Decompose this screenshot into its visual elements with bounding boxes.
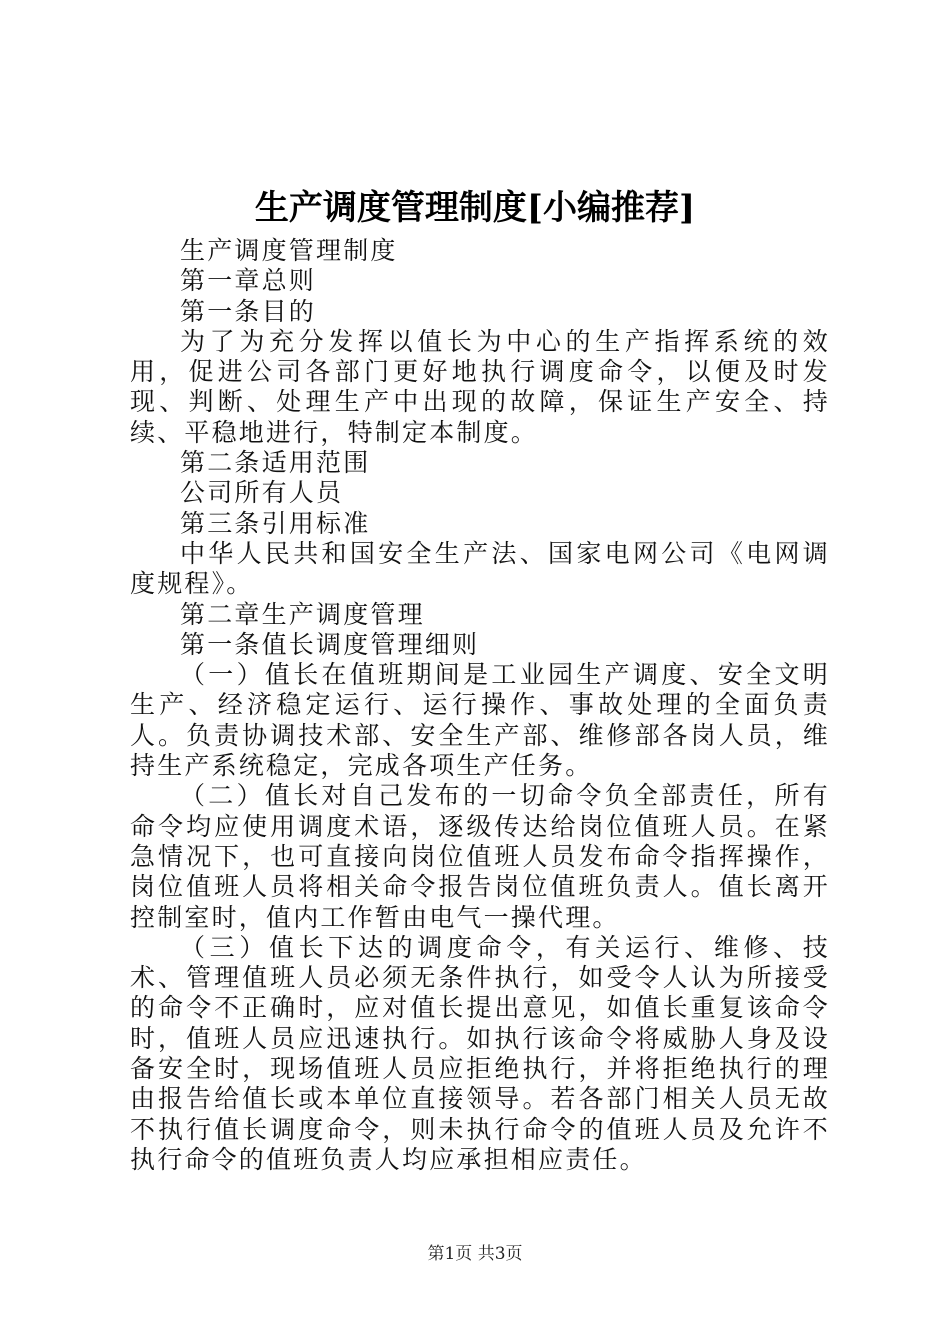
article-heading: 第三条引用标准: [180, 508, 371, 538]
page-footer: 第1页 共3页: [427, 1244, 523, 1264]
document-title: 生产调度管理制度[小编推荐]: [254, 188, 696, 228]
article-heading: 第二条适用范围: [180, 448, 371, 478]
paragraph: （二）值长对自己发布的一切命令负全部责任，所有命令均应使用调度术语，逐级传达给岗位值班人员。在紧急情况下，也可直接向岗位值班人员发布命令指挥操作，岗位值班人员将相关命令报告岗位值班负责人。值长离开控制室时，值内工作暂由电气一操代理。: [130, 781, 830, 932]
paragraph: 生产调度管理制度: [180, 236, 398, 265]
paragraph: （一）值长在值班期间是工业园生产调度、安全文明生产、经济稳定运行、运行操作、事故处理的全面负责人。负责协调技术部、安全生产部、维修部各岗人员，维持生产系统稳定，完成各项生产任务。: [130, 660, 830, 781]
chapter-heading: 第一章总则: [180, 266, 317, 296]
paragraph: （三）值长下达的调度命令，有关运行、维修、技术、管理值班人员必须无条件执行，如受令人认为所接受的命令不正确时，应对值长提出意见，如值长重复该命令时，值班人员应迅速执行。如执行该命令将威胁人身及设备安全时，现场值班人员应拒绝执行，并将拒绝执行的理由报告给值长或本单位直接领导。若各部门相关人员无故不执行值长调度命令，则未执行命令的值班人员及允许不执行命令的值班负责人均应承担相应责任。: [130, 932, 830, 1174]
paragraph: 公司所有人员: [180, 478, 344, 508]
article-heading: 第一条目的: [180, 296, 317, 326]
paragraph: 中华人民共和国安全生产法、国家电网公司《电网调度规程》。: [130, 538, 830, 599]
paragraph: 为了为充分发挥以值长为中心的生产指挥系统的效用，促进公司各部门更好地执行调度命令，以便及时发现、判断、处理生产中出现的故障，保证生产安全、持续、平稳地进行，特制定本制度。: [130, 326, 830, 447]
article-heading: 第一条值长调度管理细则: [180, 629, 480, 659]
document-body: [130, 236, 830, 1175]
chapter-heading: 第二章生产调度管理: [180, 599, 425, 629]
